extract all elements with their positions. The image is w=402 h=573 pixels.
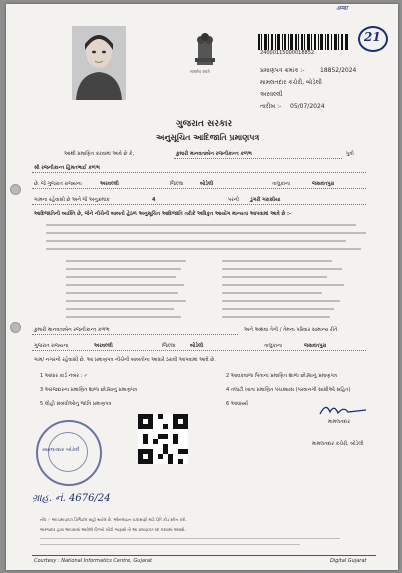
sign-title: મામલતદાર [328,419,350,425]
basis-item: 2 આવકવાળા પિતાના પ્રમાણિત શાળા છોડ્યાનું પ્રમાણપત્ર [226,373,337,379]
fine-print-line [46,224,356,226]
emblem-caption: सत्यमेव जयते [190,69,210,74]
footer-rule [32,555,376,556]
fine-print-line [46,232,366,234]
cert-title: અનુસૂચિત આદિજાતિ પ્રમાણપત્ર [156,133,260,142]
list-line [222,316,330,318]
relation-label: પુત્રી [346,151,354,157]
seal-text: મામલતદાર બોડેલી [42,447,79,453]
serial-no: 4 [152,197,156,203]
list-line [222,276,327,278]
basis-item: 3 અરજદારના પ્રમાણિત શાળા છોડ્યાનું પ્રમાણપત્ર [40,387,138,393]
fine-print-line [40,538,340,539]
rule-line: આદિજાતિની વ્યક્તિ છે, જેને નીચેની બાબતો હેઠળ અનુસૂચિત આદિજાતિ તરીકે અધિકૃત આયોગ માન્યતા આપવામાં આવે છે :- [34,211,292,217]
list-line [66,284,184,286]
dotted-line [32,334,238,335]
list-line [66,292,178,294]
resid-taluka-label: તાલુકાના [264,343,283,349]
cert-no-value: 18852/2024 [320,67,357,74]
resid-district: અરવલ્લી [94,343,113,349]
list-line [66,276,176,278]
caste-value: ડુંગરી ગરાસીયા [250,197,281,203]
punch-hole [10,322,21,333]
list-line [222,292,322,294]
basis-item: 4 તલાટી ખાતા પ્રમાણિત પંચક્યાસ (પરવાનગી સાક્ષીઓ સહિત) [226,387,351,393]
qr-code-icon [138,414,188,464]
family-text: અને અથવા તેની / તેમના પરિવાર સામાન્ય રીતે [244,327,338,333]
applicant-photo [72,26,126,100]
resid-district-label: જિલ્લા [162,343,176,349]
person-silhouette-icon [72,26,126,100]
list-line [66,308,174,310]
dotted-line [32,350,366,351]
resid-taluka: બોડેલી [190,343,204,349]
basis-item: 5 લોહી સંબંધીઓનું જાતિ પ્રમાણપત્ર [40,401,112,407]
sign-office: મામલતદાર કચેરી, બોડેલી [312,441,364,447]
person-line: કુમારી માનવતાબેન રજનીકાન્ત કળભ [34,327,110,333]
date-label: તારીખ :- [260,103,282,110]
dotted-line [32,204,366,205]
punch-hole [10,184,21,195]
list-line [66,300,186,302]
basis-item: 6 આધાર્ય્ય [226,401,248,407]
date-value: 05/07/2024 [290,103,325,110]
village-suffix: ગામ/ નગરનો રહેવાસી છે. આ પ્રમાણપત્ર નીચેની બાબતોના આધારે ઠરાવી આપવામાં આવે છે. [34,357,216,363]
cert-no-label: પ્રમાણપત્ર ક્રમાંક :- [260,67,305,74]
list-line [222,300,340,302]
list-line [222,260,332,262]
circled-number-text: 21 [364,30,381,44]
list-line [66,316,181,318]
issuer-line-2: અરવલ્લી [260,91,283,98]
national-emblem-icon [192,28,218,68]
barcode-number: 24000115000018852 [260,50,315,56]
resid-village: જસવંતપુરા [304,343,327,349]
list-line [222,268,342,270]
district2-value: બોડેલી [200,181,214,187]
gov-title: ગુજરાત સરકાર [176,119,233,129]
district-value: અરવલ્લી [100,181,119,187]
dotted-line [32,188,366,189]
fine-print-line [40,544,300,545]
list-line [222,284,344,286]
list-line [66,268,181,270]
fine-print-line [46,240,346,242]
list-line [222,308,334,310]
intro-text: આથી પ્રમાણિત કરવામાં આવે છે કે, [64,151,135,157]
applicant-name: કુમારી માનવતાબેન રજનીકાન્ત કળભ [176,151,252,157]
footer-note-1: નોંધ :- આ પ્રમાણપત્ર ડિજિટલ સહી થયેલ છે. ઓનલાઇન ચકાસણી માટે QR કોડ સ્કેન કરો. [40,517,187,522]
village-line: ગામના રહેવાસી છે અને જે અનુક્રમાંક [34,197,110,203]
signature-icon [318,400,368,420]
issuer-line-1: મામલતદાર કચેરી, બોડેલી [260,79,322,86]
courtesy-text: Courtesy : National Informatics Centre, Gujarat [34,558,152,564]
barcode-icon [258,34,348,50]
digital-gujarat-text: Digital Gujarat [330,558,367,564]
list-line [66,260,186,262]
handwritten-top-note: अम्बा [336,5,348,12]
caste-label: પરની [228,197,239,203]
dotted-line [174,158,342,159]
father-name: શ્રી રજનીકાન્ત હિંમતભાઈ કળભ [34,165,100,171]
taluka-label: તાલુકાના [272,181,291,187]
district-label: જિલ્લા [170,181,184,187]
certificate-sheet [6,4,398,570]
village-value: જસવંતપુરા [312,181,335,187]
state-text: છે. જે ગુજરાત રાજ્યના [34,181,82,187]
footer-note-2: અરજદાર દ્વારા આપવામાં આવેલી વિગતો ખોટી જણાશે તો આ પ્રમાણપત્ર રદ કરવામાં આવશે. [40,527,186,532]
dotted-line [32,172,366,173]
fine-print-line [46,248,361,250]
resid-state: ગુજરાત રાજ્યના [34,343,69,349]
basis-item: 1 આધાર કાર્ડ નંબર : ✓ [40,373,88,379]
handwritten-number: ગ્રાહ. નં. 4676/24 [32,493,111,504]
